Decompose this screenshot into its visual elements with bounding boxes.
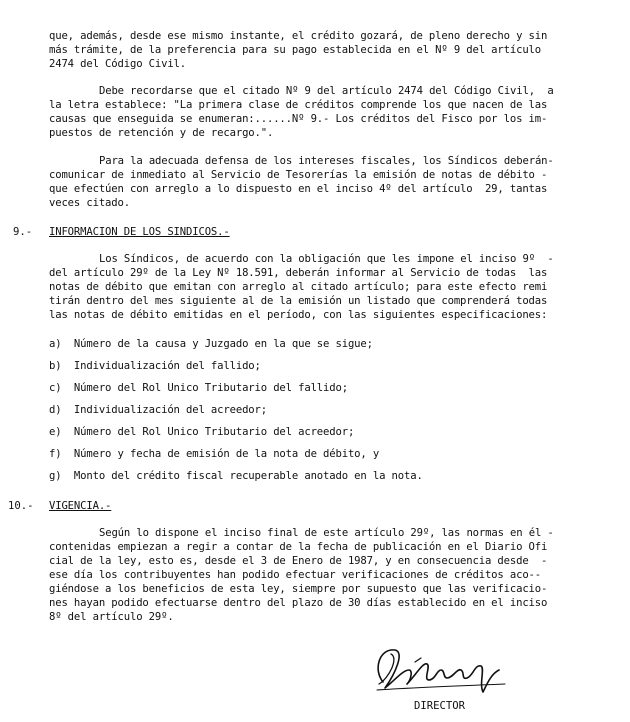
- body-text-line: Según lo dispone el inciso final de este artículo 29º, las normas en él -: [99, 527, 554, 539]
- body-text-line: Para la adecuada defensa de los intereses fiscales, los Síndicos deberán-: [99, 155, 554, 167]
- body-text-line: 8º del artículo 29º.: [49, 611, 174, 623]
- body-text-line: contenidas empiezan a regir a contar de la fecha de publicación en el Diario Ofi: [49, 541, 548, 553]
- body-text-line: causas que enseguida se enumeran:......Nº 9.- Los créditos del Fisco por los im-: [49, 113, 548, 125]
- list-item: f) Número y fecha de emisión de la nota de débito, y: [49, 448, 380, 460]
- body-text-line: que efectúen con arreglo a lo dispuesto en el inciso 4º del artículo 29, tantas: [49, 183, 548, 195]
- section-heading: INFORMACION DE LOS SINDICOS.-: [49, 226, 230, 238]
- list-item: d) Individualización del acreedor;: [49, 404, 267, 416]
- body-text-line: nes hayan podido efectuarse dentro del plazo de 30 días establecido en el inciso: [49, 597, 548, 609]
- body-text-line: cial de la ley, esto es, desde el 3 de Enero de 1987, y en consecuencia desde -: [49, 555, 548, 567]
- section-number: 10.-: [8, 500, 34, 512]
- body-text-line: ese día los contribuyentes han podido efectuar verificaciones de créditos aco--: [49, 569, 542, 581]
- list-item: e) Número del Rol Unico Tributario del acreedor;: [49, 426, 355, 438]
- section-heading: VIGENCIA.-: [49, 500, 112, 512]
- list-item: g) Monto del crédito fiscal recuperable anotado en la nota.: [49, 470, 423, 482]
- body-text-line: Los Síndicos, de acuerdo con la obligación que les impone el inciso 9º -: [99, 253, 554, 265]
- body-text-line: giéndose a los beneficios de esta ley, siempre por supuesto que las verificacio-: [49, 583, 548, 595]
- body-text-line: la letra establece: "La primera clase de créditos comprende los que nacen de las: [49, 99, 548, 111]
- list-item: c) Número del Rol Unico Tributario del fallido;: [49, 382, 348, 394]
- body-text-line: las notas de débito emitidas en el período, con las siguientes especificaciones:: [49, 309, 548, 321]
- list-item: a) Número de la causa y Juzgado en la que se sigue;: [49, 338, 373, 350]
- body-text-line: comunicar de inmediato al Servicio de Tesorerías la emisión de notas de débito -: [49, 169, 548, 181]
- body-text-line: puestos de retención y de recargo.".: [49, 127, 274, 139]
- body-text-line: veces citado.: [49, 197, 130, 209]
- body-text-line: notas de débito que emitan con arreglo al citado artículo; para este efecto remi: [49, 281, 548, 293]
- handwritten-signature: [365, 640, 515, 702]
- body-text-line: 2474 del Código Civil.: [49, 58, 187, 70]
- section-number: 9.-: [13, 226, 33, 238]
- body-text-line: que, además, desde ese mismo instante, el crédito gozará, de pleno derecho y sin: [49, 30, 548, 42]
- body-text-line: del artículo 29º de la Ley Nº 18.591, deberán informar al Servicio de todas las: [49, 267, 548, 279]
- list-item: b) Individualización del fallido;: [49, 360, 261, 372]
- body-text-line: más trámite, de la preferencia para su pago establecida en el Nº 9 del artículo: [49, 44, 542, 56]
- body-text-line: Debe recordarse que el citado Nº 9 del artículo 2474 del Código Civil, a: [99, 85, 554, 97]
- body-text-line: tirán dentro del mes siguiente al de la emisión un listado que comprenderá todas: [49, 295, 548, 307]
- signature-title: DIRECTOR: [414, 700, 466, 712]
